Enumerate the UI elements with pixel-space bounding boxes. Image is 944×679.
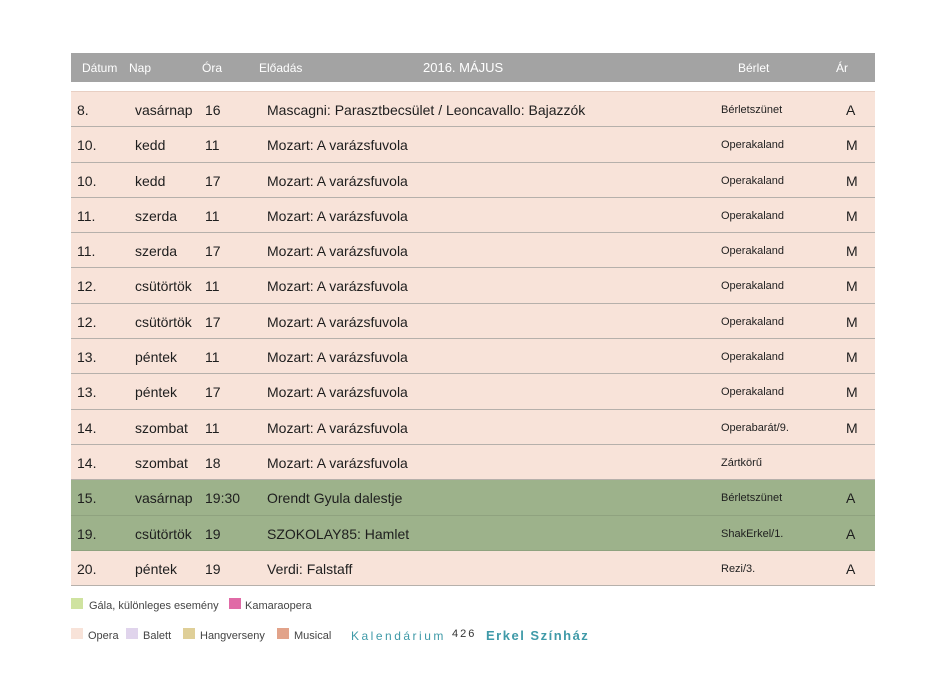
table-header bbox=[71, 53, 875, 82]
cell-time: 17 bbox=[205, 313, 221, 330]
cell-day: csütörtök bbox=[135, 525, 192, 542]
cell-day: csütörtök bbox=[135, 313, 192, 330]
cell-berlet: Operakaland bbox=[721, 280, 784, 293]
cell-show: Mozart: A varázsfuvola bbox=[267, 313, 408, 330]
cell-day: péntek bbox=[135, 384, 178, 401]
table-row bbox=[71, 480, 875, 515]
cell-berlet: Bérletszünet bbox=[721, 104, 783, 116]
cell-time: 17 bbox=[205, 172, 221, 189]
cell-show: Orendt Gyula dalestje bbox=[267, 490, 403, 507]
cell-berlet: Operabarát/9. bbox=[721, 421, 789, 434]
header-ar: Ár bbox=[836, 61, 848, 75]
cell-berlet: Operakaland bbox=[721, 351, 784, 364]
schedule-table bbox=[71, 92, 875, 586]
cell-time: 17 bbox=[205, 384, 221, 401]
cell-ar: A bbox=[846, 102, 856, 118]
legend-hangverseny: Hangverseny bbox=[200, 630, 265, 642]
cell-ar: M bbox=[846, 207, 858, 224]
legend-balett: Balett bbox=[143, 630, 172, 642]
cell-show: Mozart: A varázsfuvola bbox=[267, 419, 408, 436]
cell-time: 11 bbox=[205, 278, 220, 295]
cell-day: kedd bbox=[135, 172, 166, 189]
cell-date: 13. bbox=[77, 349, 97, 366]
cell-time: 19:30 bbox=[205, 490, 241, 507]
table-row bbox=[71, 233, 875, 268]
cell-date: 12. bbox=[77, 313, 97, 330]
cell-time: 11 bbox=[205, 137, 220, 154]
cell-date: 14. bbox=[77, 419, 97, 436]
cell-day: szombat bbox=[135, 419, 188, 436]
cell-berlet: Operakaland bbox=[721, 209, 784, 222]
cell-show: Mozart: A varázsfuvola bbox=[267, 349, 408, 366]
cell-time: 17 bbox=[205, 243, 221, 260]
cell-date: 11. bbox=[77, 243, 96, 260]
legend-musical: Musical bbox=[294, 630, 332, 642]
cell-show: SZOKOLAY85: Hamlet bbox=[267, 525, 410, 542]
footer-brand: Erkel Színház bbox=[486, 628, 590, 643]
cell-day: szerda bbox=[135, 207, 178, 224]
cell-show: Mozart: A varázsfuvola bbox=[267, 454, 408, 471]
table-row bbox=[71, 551, 875, 586]
legend-gala: Gála, különleges esemény bbox=[89, 600, 219, 612]
cell-berlet: Rezi/3. bbox=[721, 562, 756, 575]
cell-show: Mozart: A varázsfuvola bbox=[267, 384, 408, 401]
header-day: Nap bbox=[129, 61, 152, 75]
table-row bbox=[71, 198, 875, 233]
footer-kalendarium: Kalendárium bbox=[351, 629, 446, 643]
header-show: Előadás bbox=[259, 61, 303, 75]
cell-ar: M bbox=[846, 278, 858, 295]
cell-show: Mozart: A varázsfuvola bbox=[267, 172, 408, 189]
table-row bbox=[71, 127, 875, 162]
cell-date: 8. bbox=[77, 102, 89, 118]
cell-show: Verdi: Falstaff bbox=[267, 560, 353, 577]
cell-ar: M bbox=[846, 137, 858, 154]
cell-berlet: ShakErkel/1. bbox=[721, 527, 784, 540]
cell-time: 11 bbox=[205, 419, 220, 436]
cell-berlet: Operakaland bbox=[721, 386, 784, 399]
cell-ar: M bbox=[846, 172, 858, 189]
cell-show: Mozart: A varázsfuvola bbox=[267, 207, 408, 224]
cell-time: 18 bbox=[205, 454, 221, 471]
cell-ar: A bbox=[846, 525, 856, 542]
table-row bbox=[71, 374, 875, 409]
cell-date: 20. bbox=[77, 560, 97, 577]
cell-show: Mascagni: Parasztbecsület / Leoncavallo: Bajazzók bbox=[267, 102, 586, 118]
cell-show: Mozart: A varázsfuvola bbox=[267, 243, 408, 260]
legend-swatch-balett bbox=[126, 628, 138, 639]
table-row bbox=[71, 163, 875, 198]
cell-day: szerda bbox=[135, 243, 178, 260]
cell-ar: A bbox=[846, 560, 856, 577]
header-date: Dátum bbox=[82, 61, 118, 75]
cell-day: szombat bbox=[135, 454, 188, 471]
table-row bbox=[71, 304, 875, 339]
legend-swatch-gala bbox=[71, 598, 83, 609]
cell-berlet: Operakaland bbox=[721, 315, 784, 328]
cell-time: 11 bbox=[205, 207, 220, 224]
table-row bbox=[71, 445, 875, 480]
table-row bbox=[71, 516, 875, 551]
legend-opera: Opera bbox=[88, 630, 119, 642]
cell-day: vasárnap bbox=[135, 102, 193, 118]
cell-day: vasárnap bbox=[135, 490, 193, 507]
cell-ar: M bbox=[846, 419, 858, 436]
page-number: 426 bbox=[452, 628, 477, 640]
cell-time: 19 bbox=[205, 560, 221, 577]
cell-day: csütörtök bbox=[135, 278, 192, 295]
cell-ar: M bbox=[846, 313, 858, 330]
cell-date: 10. bbox=[77, 172, 97, 189]
cell-berlet: Operakaland bbox=[721, 139, 784, 152]
cell-day: péntek bbox=[135, 560, 178, 577]
table-row bbox=[71, 410, 875, 445]
cell-date: 10. bbox=[77, 137, 97, 154]
table-row bbox=[71, 339, 875, 374]
cell-berlet: Bérletszünet bbox=[721, 492, 783, 505]
legend-swatch-kamara bbox=[229, 598, 241, 609]
cell-show: Mozart: A varázsfuvola bbox=[267, 278, 408, 295]
header-time: Óra bbox=[202, 61, 223, 75]
cell-ar: M bbox=[846, 384, 858, 401]
legend-swatch-hangverseny bbox=[183, 628, 195, 639]
legend-swatch-musical bbox=[277, 628, 289, 639]
cell-date: 12. bbox=[77, 278, 97, 295]
cell-date: 19. bbox=[77, 525, 97, 542]
cell-time: 19 bbox=[205, 525, 221, 542]
cell-time: 16 bbox=[205, 102, 221, 118]
cell-ar: M bbox=[846, 243, 858, 260]
legend-kamara: Kamaraopera bbox=[245, 600, 312, 612]
header-gap bbox=[71, 82, 875, 92]
cell-berlet: Operakaland bbox=[721, 245, 784, 258]
header-berlet: Bérlet bbox=[738, 61, 770, 75]
cell-date: 14. bbox=[77, 454, 97, 471]
cell-berlet: Zártkörű bbox=[721, 456, 762, 469]
cell-ar: A bbox=[846, 490, 856, 507]
cell-day: kedd bbox=[135, 137, 166, 154]
cell-date: 11. bbox=[77, 207, 96, 224]
cell-ar: M bbox=[846, 349, 858, 366]
table-row bbox=[71, 92, 875, 127]
legend-swatch-opera bbox=[71, 628, 83, 639]
cell-day: péntek bbox=[135, 349, 178, 366]
cell-date: 13. bbox=[77, 384, 97, 401]
cell-berlet: Operakaland bbox=[721, 174, 784, 187]
table-row bbox=[71, 268, 875, 303]
cell-time: 11 bbox=[205, 349, 220, 366]
header-month: 2016. MÁJUS bbox=[423, 60, 504, 75]
cell-date: 15. bbox=[77, 490, 97, 507]
cell-show: Mozart: A varázsfuvola bbox=[267, 137, 408, 154]
